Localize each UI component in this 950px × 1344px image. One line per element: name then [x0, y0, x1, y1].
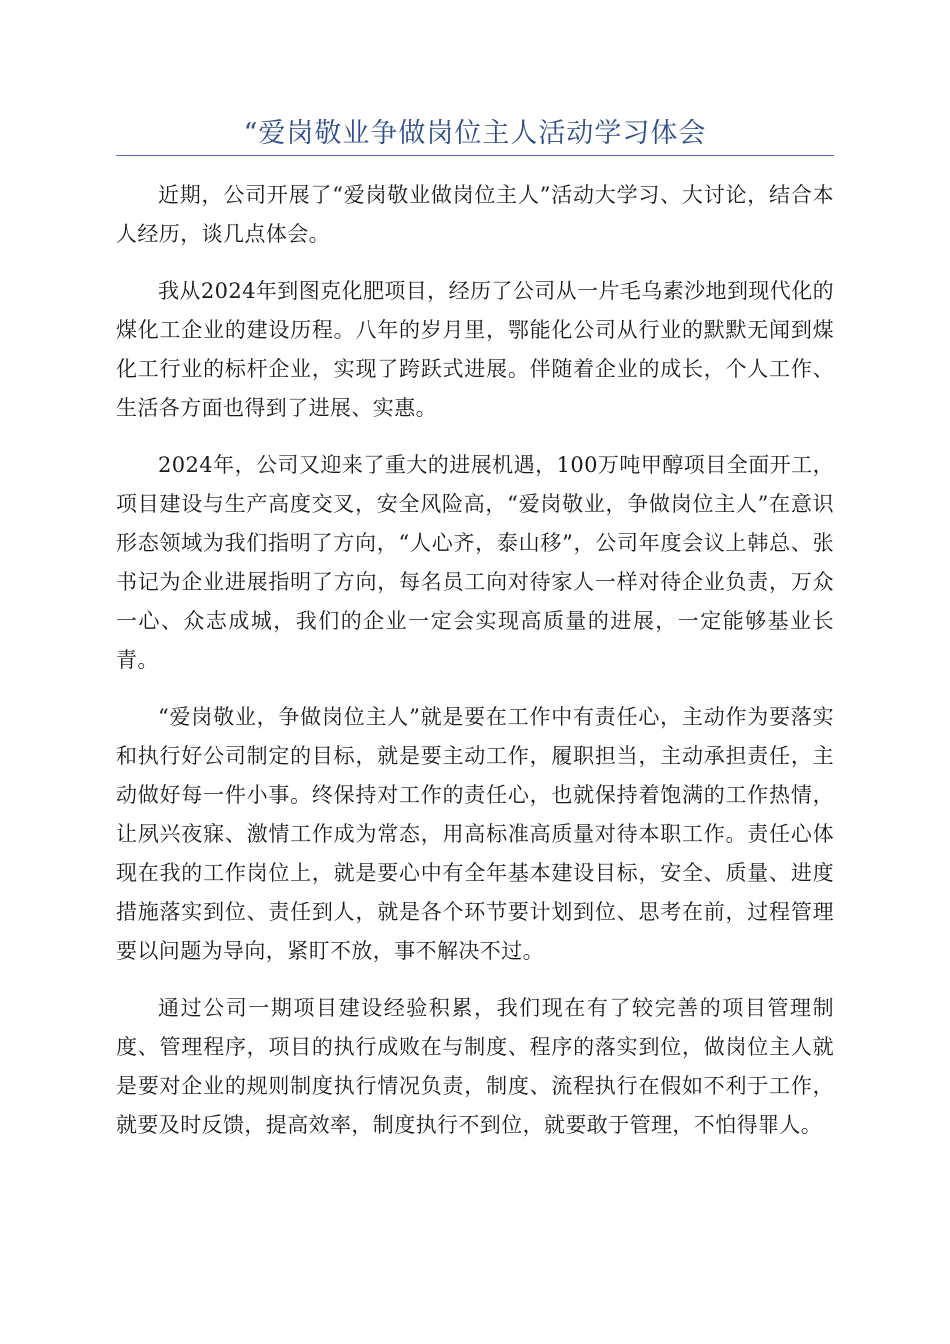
paragraph-4: “爱岗敬业，争做岗位主人”就是要在工作中有责任心，主动作为要落实和执行好公司制定的目标，就是要主动工作，履职担当，主动承担责任，主动做好每一件小事。终保持对工作的责任心，也就保持着饱满的工作热情，让夙兴夜寐、激情工作成为常态，用高标准高质量对待本职工作。责任心体现在我的工作岗位上，就是要心中有全年基本建设目标，安全、质量、进度措施落实到位、责任到人，就是各个环节要计划到位、思考在前，过程管理要以问题为导向，紧盯不放，事不解决不过。: [116, 705, 834, 963]
title-underline: [116, 155, 834, 156]
paragraph-2: 我从2024年到图克化肥项目，经历了公司从一片毛乌素沙地到现代化的煤化工企业的建设历程。八年的岁月里，鄂能化公司从行业的默默无闻到煤化工行业的标杆企业，实现了跨跃式进展。伴随着企业的成长，个人工作、生活各方面也得到了进展、实惠。: [116, 279, 834, 420]
paragraph-1: 近期，公司开展了“爱岗敬业做岗位主人”活动大学习、大讨论，结合本人经历，谈几点体会。: [116, 183, 834, 246]
page-title: “爱岗敬业争做岗位主人活动学习体会: [243, 118, 707, 149]
document-body: [116, 176, 834, 1163]
paragraph-5: 通过公司一期项目建设经验积累，我们现在有了较完善的项目管理制度、管理程序，项目的执行成败在与制度、程序的落实到位，做岗位主人就是要对企业的规则制度执行情况负责，制度、流程执行在假如不利于工作，就要及时反馈，提高效率，制度执行不到位，就要敢于管理，不怕得罪人。: [116, 996, 834, 1137]
paragraph-3: 2024年，公司又迎来了重大的进展机遇，100万吨甲醇项目全面开工，项目建设与生产高度交叉，安全风险高，“爱岗敬业，争做岗位主人”在意识形态领域为我们指明了方向，“人心齐，泰山移”，公司年度会议上韩总、张书记为企业进展指明了方向，每名员工向对待家人一样对待企业负责，万众一心、众志成城，我们的企业一定会实现高质量的进展，一定能够基业长青。: [116, 453, 834, 672]
